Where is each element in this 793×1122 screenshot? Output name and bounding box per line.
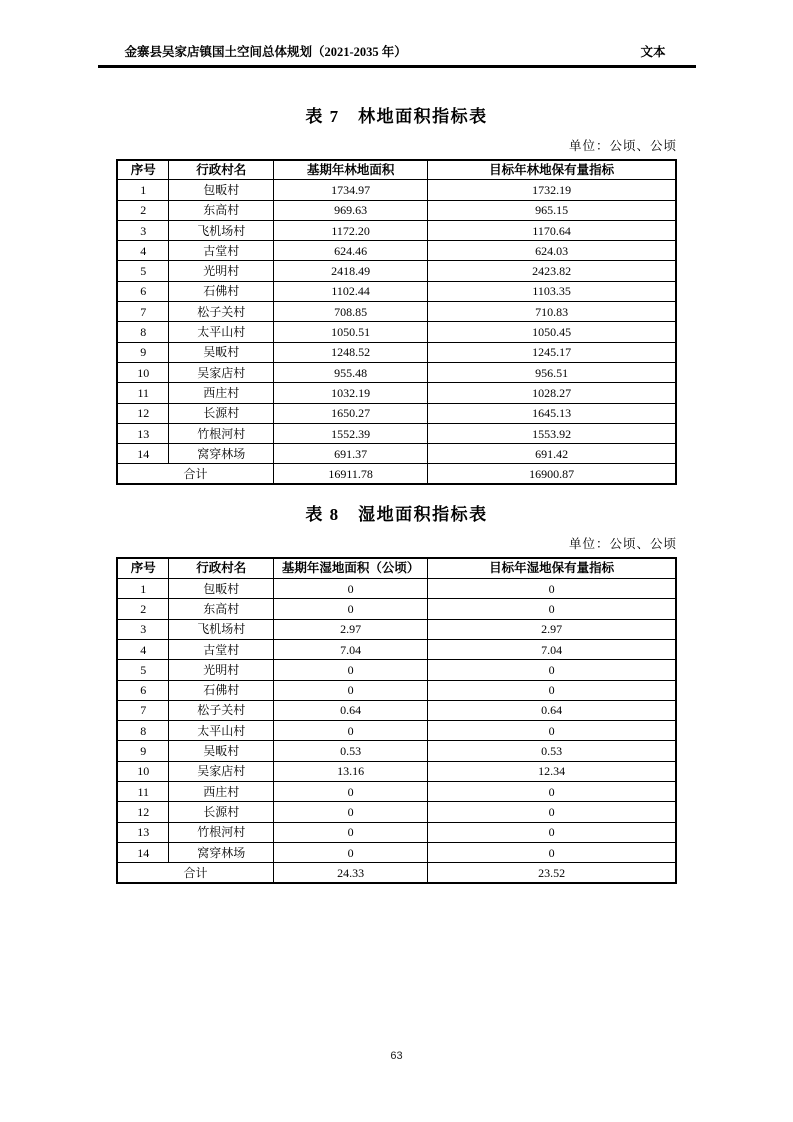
- table-row: [117, 579, 676, 599]
- table-row: [117, 383, 676, 403]
- table-cell: 14: [117, 842, 169, 862]
- table-cell: 1172.20: [274, 220, 428, 240]
- table-cell: 12: [117, 802, 169, 822]
- table-cell: 9: [117, 342, 169, 362]
- table-cell: 长源村: [169, 802, 274, 822]
- table8-caption: 表 8 湿地面积指标表: [305, 505, 488, 525]
- table-cell: 7: [117, 700, 169, 720]
- table-cell: 1552.39: [274, 423, 428, 443]
- table-cell: 2: [117, 200, 169, 220]
- table-cell: 1102.44: [274, 281, 428, 301]
- table-row: [117, 220, 676, 240]
- table7-total-row: [117, 464, 676, 484]
- table-cell: 东高村: [169, 200, 274, 220]
- table-cell: 包畈村: [169, 180, 274, 200]
- table-cell: 2: [117, 599, 169, 619]
- table-cell: 包畈村: [169, 579, 274, 599]
- table-cell: 0: [274, 579, 428, 599]
- column-header: 序号: [117, 558, 169, 578]
- table-row: [117, 599, 676, 619]
- page-header: [98, 0, 696, 68]
- table-row: [117, 342, 676, 362]
- table-cell: 竹根河村: [169, 423, 274, 443]
- table-row: [117, 281, 676, 301]
- table-cell: 12: [117, 403, 169, 423]
- table-cell: 7.04: [274, 639, 428, 659]
- table-cell: 窝穿林场: [169, 444, 274, 464]
- table-cell: 石佛村: [169, 281, 274, 301]
- table7: [116, 159, 677, 486]
- table-cell: 松子关村: [169, 302, 274, 322]
- table-cell: 1248.52: [274, 342, 428, 362]
- table-cell: 0.53: [274, 741, 428, 761]
- table-cell: 5: [117, 660, 169, 680]
- table-row: [117, 639, 676, 659]
- table-cell: 969.63: [274, 200, 428, 220]
- total-target-value: 16900.87: [428, 464, 676, 484]
- table-cell: 14: [117, 444, 169, 464]
- table-cell: 7.04: [428, 639, 676, 659]
- table-cell: 0: [428, 599, 676, 619]
- table-cell: 708.85: [274, 302, 428, 322]
- table-row: [117, 782, 676, 802]
- table-row: [117, 660, 676, 680]
- table-row: [117, 261, 676, 281]
- table-row: [117, 180, 676, 200]
- total-base-value: 16911.78: [274, 464, 428, 484]
- table-cell: 0: [428, 660, 676, 680]
- table-cell: 0: [428, 721, 676, 741]
- table-row: [117, 680, 676, 700]
- table-cell: 8: [117, 322, 169, 342]
- table-cell: 0.64: [428, 700, 676, 720]
- table-cell: 窝穿林场: [169, 842, 274, 862]
- table-row: [117, 302, 676, 322]
- table-cell: 0: [274, 782, 428, 802]
- column-header: 基期年林地面积: [274, 160, 428, 180]
- table-cell: 松子关村: [169, 700, 274, 720]
- column-header: 基期年湿地面积（公顷）: [274, 558, 428, 578]
- page-number: 63: [390, 1050, 403, 1062]
- table-cell: 691.42: [428, 444, 676, 464]
- table-cell: 竹根河村: [169, 822, 274, 842]
- table-cell: 956.51: [428, 362, 676, 382]
- table-cell: 5: [117, 261, 169, 281]
- table-cell: 691.37: [274, 444, 428, 464]
- table-row: [117, 721, 676, 741]
- total-label: 合计: [117, 464, 274, 484]
- table-cell: 0.64: [274, 700, 428, 720]
- table-cell: 长源村: [169, 403, 274, 423]
- total-base-value: 24.33: [274, 863, 428, 883]
- table-cell: 飞机场村: [169, 220, 274, 240]
- table-cell: 2423.82: [428, 261, 676, 281]
- table8-header-row: [117, 558, 676, 578]
- table-cell: 624.46: [274, 241, 428, 261]
- table-cell: 0: [428, 822, 676, 842]
- table-cell: 飞机场村: [169, 619, 274, 639]
- table-cell: 1103.35: [428, 281, 676, 301]
- table-cell: 古堂村: [169, 639, 274, 659]
- table-cell: 西庄村: [169, 383, 274, 403]
- table-cell: 0: [274, 599, 428, 619]
- table7-body: [117, 180, 676, 464]
- table-row: [117, 200, 676, 220]
- column-header: 目标年湿地保有量指标: [428, 558, 676, 578]
- table-cell: 吴家店村: [169, 362, 274, 382]
- table-cell: 吴畈村: [169, 342, 274, 362]
- column-header: 序号: [117, 160, 169, 180]
- table-row: [117, 700, 676, 720]
- table-cell: 0: [428, 579, 676, 599]
- header-title: 金寨县吴家店镇国土空间总体规划（2021-2035 年）: [124, 45, 407, 59]
- table-cell: 12.34: [428, 761, 676, 781]
- table-cell: 1245.17: [428, 342, 676, 362]
- table-row: [117, 822, 676, 842]
- table-cell: 965.15: [428, 200, 676, 220]
- table-cell: 1032.19: [274, 383, 428, 403]
- table7-caption: 表 7 林地面积指标表: [305, 106, 488, 126]
- table-cell: 10: [117, 761, 169, 781]
- table-cell: 东高村: [169, 599, 274, 619]
- table-cell: 1645.13: [428, 403, 676, 423]
- table-cell: 西庄村: [169, 782, 274, 802]
- table7-unit-note: 单位：公顷、公顷: [568, 138, 677, 153]
- table-cell: 0: [428, 680, 676, 700]
- table-cell: 3: [117, 220, 169, 240]
- header-doc-type: 文本: [640, 45, 666, 59]
- table-cell: 955.48: [274, 362, 428, 382]
- table-cell: 10: [117, 362, 169, 382]
- table-cell: 6: [117, 680, 169, 700]
- table-cell: 太平山村: [169, 721, 274, 741]
- table-cell: 8: [117, 721, 169, 741]
- table-cell: 0: [428, 782, 676, 802]
- table-cell: 1553.92: [428, 423, 676, 443]
- table-row: [117, 322, 676, 342]
- table7-section: [98, 102, 696, 486]
- table-row: [117, 241, 676, 261]
- table-cell: 1: [117, 180, 169, 200]
- table-cell: 0: [274, 842, 428, 862]
- table-row: [117, 761, 676, 781]
- table-cell: 0: [428, 802, 676, 822]
- table-cell: 光明村: [169, 660, 274, 680]
- table-cell: 0: [274, 721, 428, 741]
- table-cell: 11: [117, 782, 169, 802]
- table-cell: 710.83: [428, 302, 676, 322]
- header-rule: [98, 65, 696, 68]
- table-cell: 0: [274, 822, 428, 842]
- table-row: [117, 802, 676, 822]
- table-cell: 2.97: [428, 619, 676, 639]
- table-cell: 11: [117, 383, 169, 403]
- table-row: [117, 423, 676, 443]
- table-row: [117, 444, 676, 464]
- table8-section: [98, 500, 696, 884]
- table-cell: 光明村: [169, 261, 274, 281]
- table-row: [117, 741, 676, 761]
- table-cell: 1734.97: [274, 180, 428, 200]
- table-cell: 1050.51: [274, 322, 428, 342]
- table-row: [117, 619, 676, 639]
- table-cell: 9: [117, 741, 169, 761]
- table-cell: 古堂村: [169, 241, 274, 261]
- table-cell: 0.53: [428, 741, 676, 761]
- table-cell: 3: [117, 619, 169, 639]
- table-cell: 0: [274, 802, 428, 822]
- table-cell: 1050.45: [428, 322, 676, 342]
- table-cell: 13.16: [274, 761, 428, 781]
- table-row: [117, 362, 676, 382]
- table-cell: 0: [274, 680, 428, 700]
- table-cell: 2.97: [274, 619, 428, 639]
- total-label: 合计: [117, 863, 274, 883]
- table-cell: 1732.19: [428, 180, 676, 200]
- table-cell: 1: [117, 579, 169, 599]
- table-cell: 1650.27: [274, 403, 428, 423]
- column-header: 行政村名: [169, 160, 274, 180]
- table-cell: 石佛村: [169, 680, 274, 700]
- column-header: 目标年林地保有量指标: [428, 160, 676, 180]
- table8-total-row: [117, 863, 676, 883]
- table-cell: 13: [117, 423, 169, 443]
- table-cell: 624.03: [428, 241, 676, 261]
- table8: [116, 557, 677, 884]
- table-cell: 太平山村: [169, 322, 274, 342]
- table-cell: 2418.49: [274, 261, 428, 281]
- column-header: 行政村名: [169, 558, 274, 578]
- page-content: [98, 0, 696, 884]
- table-cell: 吴畈村: [169, 741, 274, 761]
- table8-unit-note: 单位：公顷、公顷: [568, 537, 677, 552]
- table-cell: 1028.27: [428, 383, 676, 403]
- table-row: [117, 403, 676, 423]
- table-cell: 6: [117, 281, 169, 301]
- table-cell: 吴家店村: [169, 761, 274, 781]
- table-cell: 0: [428, 842, 676, 862]
- table-cell: 4: [117, 241, 169, 261]
- table-cell: 1170.64: [428, 220, 676, 240]
- total-target-value: 23.52: [428, 863, 676, 883]
- table-cell: 4: [117, 639, 169, 659]
- table-cell: 7: [117, 302, 169, 322]
- table-row: [117, 842, 676, 862]
- table-cell: 13: [117, 822, 169, 842]
- table-cell: 0: [274, 660, 428, 680]
- table7-header-row: [117, 160, 676, 180]
- table8-body: [117, 579, 676, 863]
